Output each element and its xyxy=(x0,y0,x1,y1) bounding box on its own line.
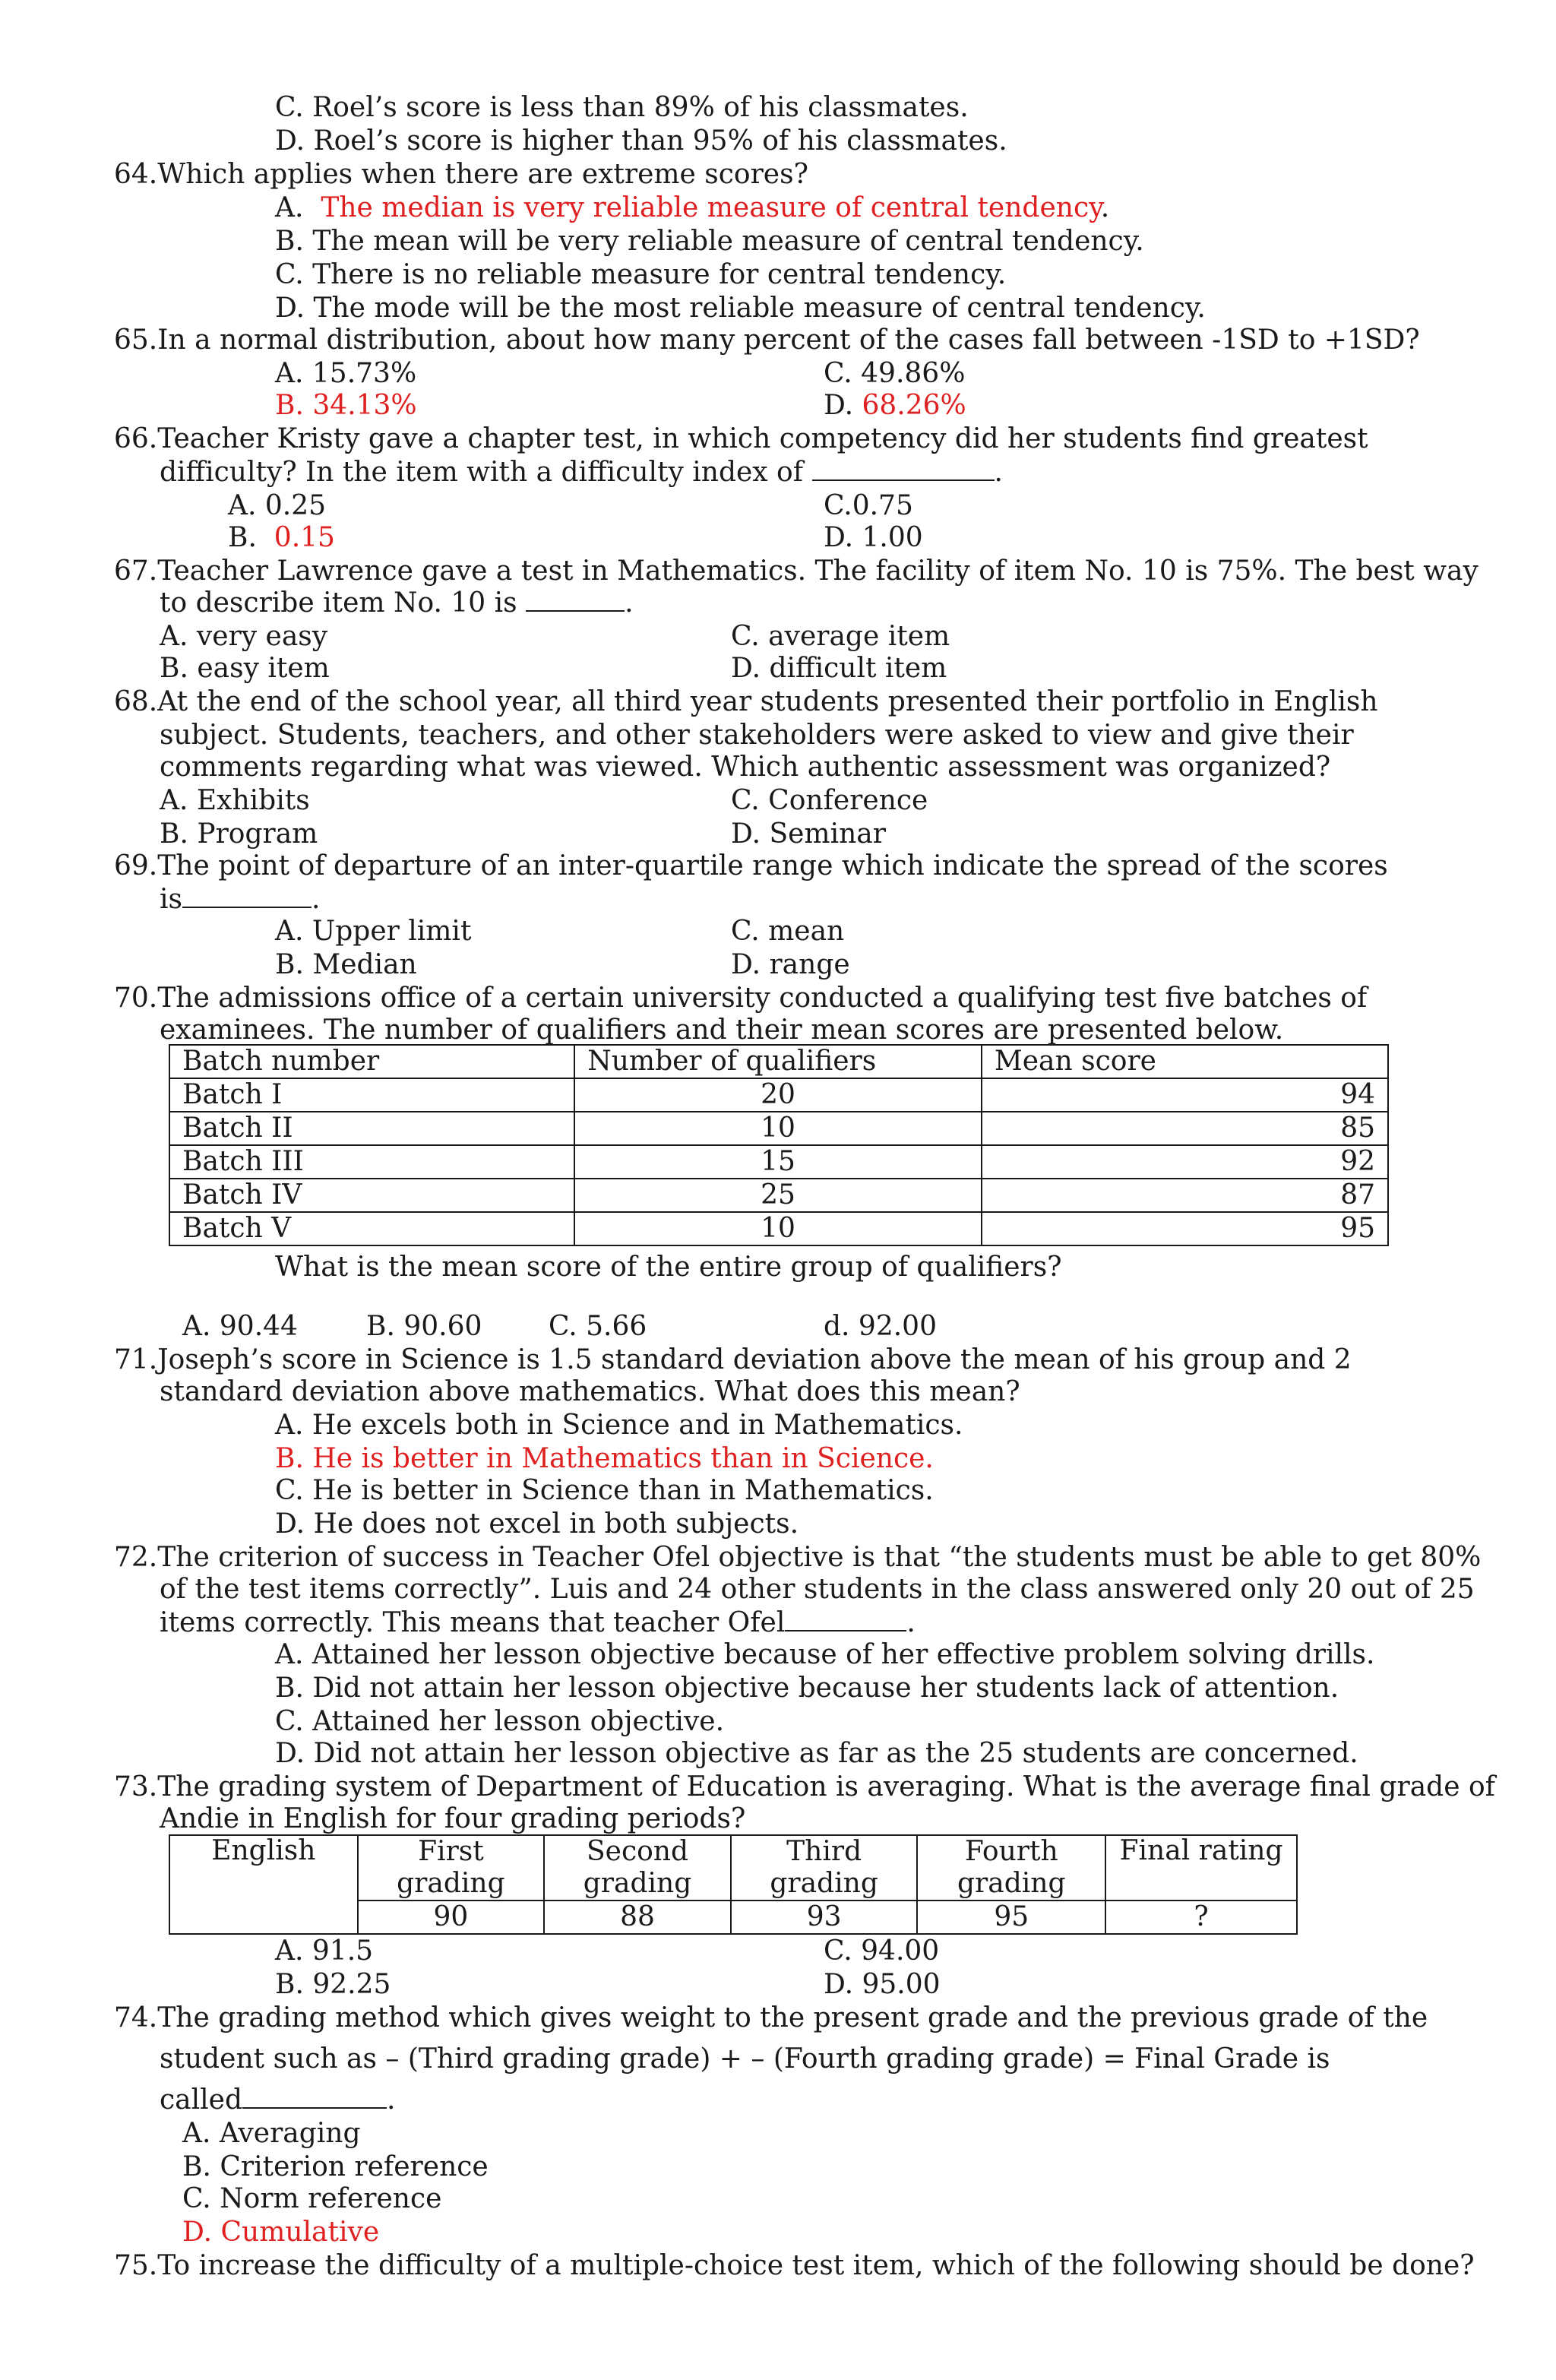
table-header: grading xyxy=(358,1868,545,1901)
punct: . xyxy=(387,2084,396,2116)
table-cell: 95 xyxy=(917,1901,1105,1934)
q72-stem-line1: 72.The criterion of success in Teacher Ofel objective is that “the students must be able to get 80% xyxy=(114,1542,1482,1573)
q68-stem-line3: comments regarding what was viewed. Which authentic assessment was organized? xyxy=(160,752,1331,783)
table-header: grading xyxy=(731,1868,918,1901)
q68-option-b: B. Program xyxy=(160,818,318,850)
q74-option-c: C. Norm reference xyxy=(182,2183,442,2214)
q68-stem-line1: 68.At the end of the school year, all third year students presented their portfolio in English xyxy=(114,686,1378,717)
q66-option-b xyxy=(228,521,335,555)
table-cell: 10 xyxy=(574,1112,982,1145)
q68-stem-line2: subject. Students, teachers, and other stakeholders were asked to view and give their xyxy=(160,720,1354,751)
q64-option-d: D. The mode will be the most reliable measure of central tendency. xyxy=(275,293,1206,324)
q74-option-d: D. Cumulative xyxy=(182,2217,380,2248)
stem-text: difficulty? In the item with a difficulty index of xyxy=(160,457,804,488)
q73-option-d: D. 95.00 xyxy=(824,1969,941,2000)
q71-stem-line2: standard deviation above mathematics. What does this mean? xyxy=(160,1376,1020,1407)
table-header-row xyxy=(169,1835,1297,1868)
answer-blank xyxy=(812,457,995,481)
table-cell: 94 xyxy=(982,1078,1388,1112)
table-header: Batch number xyxy=(169,1045,574,1078)
q73-stem-line2: Andie in English for four grading periods? xyxy=(160,1803,746,1834)
table-cell: 87 xyxy=(982,1179,1388,1212)
table-cell: 10 xyxy=(574,1212,982,1245)
table-header: grading xyxy=(917,1868,1105,1901)
table-row xyxy=(169,1078,1388,1112)
q69-option-a: A. Upper limit xyxy=(275,916,472,947)
q67-option-d: D. difficult item xyxy=(731,653,947,684)
q74-stem-line2: student such as – (Third grading grade) + – (Fourth grading grade) = Final Grade is xyxy=(160,2043,1330,2075)
table-cell: Batch V xyxy=(169,1212,574,1245)
option-letter: D. xyxy=(824,390,854,421)
answer-text: The median is very reliable measure of central tendency xyxy=(321,192,1101,223)
answer-text: 68.26% xyxy=(862,390,966,421)
q66-option-d: D. 1.00 xyxy=(824,522,923,553)
q72-option-a: A. Attained her lesson objective because of her effective problem solving drills. xyxy=(275,1639,1375,1670)
q70-option-b: B. 90.60 xyxy=(366,1311,482,1342)
table-cell: 90 xyxy=(358,1901,545,1934)
q73-stem-line1: 73.The grading system of Department of Education is averaging. What is the average final grade of xyxy=(114,1771,1495,1802)
stem-text: items correctly. This means that teacher Ofel xyxy=(160,1607,786,1638)
q63-option-d: D. Roel’s score is higher than 95% of his classmates. xyxy=(275,125,1007,157)
q68-option-d: D. Seminar xyxy=(731,818,886,850)
q64-option-b: B. The mean will be very reliable measure of central tendency. xyxy=(275,226,1144,257)
table-cell: 92 xyxy=(982,1145,1388,1179)
q67-stem-line1: 67.Teacher Lawrence gave a test in Mathematics. The facility of item No. 10 is 75%. The best way xyxy=(114,555,1479,587)
punct: . xyxy=(906,1607,916,1638)
q65-stem: 65.In a normal distribution, about how many percent of the cases fall between -1SD to +1SD? xyxy=(114,324,1420,356)
table-cell: 93 xyxy=(731,1901,918,1934)
q70-option-d: d. 92.00 xyxy=(824,1311,937,1342)
q70-stem-line1: 70.The admissions office of a certain university conducted a qualifying test five batches of xyxy=(114,983,1368,1014)
table-row xyxy=(169,1145,1388,1179)
table-cell: 85 xyxy=(982,1112,1388,1145)
answer-blank xyxy=(242,2084,387,2109)
table-row xyxy=(169,1212,1388,1245)
table-header: Second xyxy=(544,1835,731,1868)
table-header: grading xyxy=(544,1868,731,1901)
q74-option-a: A. Averaging xyxy=(182,2118,361,2149)
table-cell: Batch II xyxy=(169,1112,574,1145)
punct: . xyxy=(312,884,321,915)
stem-text: is xyxy=(160,884,182,915)
answer-blank xyxy=(526,587,625,612)
q66-stem-line2 xyxy=(160,456,1003,489)
q69-stem-line2 xyxy=(160,883,320,916)
table-cell: Batch I xyxy=(169,1078,574,1112)
q72-option-d: D. Did not attain her lesson objective as far as the 25 students are concerned. xyxy=(275,1738,1358,1769)
table-cell: Batch III xyxy=(169,1145,574,1179)
q66-stem-line1: 66.Teacher Kristy gave a chapter test, in which competency did her students find greatest xyxy=(114,423,1368,454)
table-header: Mean score xyxy=(982,1045,1388,1078)
table-cell: ? xyxy=(1105,1901,1297,1934)
stem-text: to describe item No. 10 is xyxy=(160,587,517,619)
q70-question: What is the mean score of the entire group of qualifiers? xyxy=(275,1252,1062,1283)
table-cell: 15 xyxy=(574,1145,982,1179)
q68-option-a: A. Exhibits xyxy=(160,785,310,816)
q71-option-b: B. He is better in Mathematics than in Science. xyxy=(275,1443,934,1474)
option-letter: B. xyxy=(228,522,257,553)
q72-option-b: B. Did not attain her lesson objective because her students lack of attention. xyxy=(275,1673,1339,1704)
q69-option-d: D. range xyxy=(731,949,850,980)
q69-option-c: C. mean xyxy=(731,916,845,947)
table-header: Third xyxy=(731,1835,918,1868)
table-cell: 95 xyxy=(982,1212,1388,1245)
q71-option-c: C. He is better in Science than in Mathematics. xyxy=(275,1475,934,1506)
q71-option-d: D. He does not excel in both subjects. xyxy=(275,1508,799,1540)
q73-option-a: A. 91.5 xyxy=(275,1935,374,1967)
q67-option-b: B. easy item xyxy=(160,653,330,684)
q66-option-a: A. 0.25 xyxy=(228,490,327,521)
stem-text: called xyxy=(160,2084,243,2116)
table-row xyxy=(169,1112,1388,1145)
table-header: Number of qualifiers xyxy=(574,1045,982,1078)
grades-table xyxy=(169,1834,1298,1935)
qualifiers-table xyxy=(169,1044,1389,1246)
q74-option-b: B. Criterion reference xyxy=(182,2151,489,2182)
q71-stem-line1: 71.Joseph’s score in Science is 1.5 standard deviation above the mean of his group and 2 xyxy=(114,1344,1352,1375)
q71-option-a: A. He excels both in Science and in Mathematics. xyxy=(275,1410,963,1441)
answer-blank xyxy=(785,1607,906,1632)
subject-cell: English xyxy=(169,1835,358,1934)
q70-option-c: C. 5.66 xyxy=(549,1311,647,1342)
q74-stem-line3 xyxy=(160,2084,395,2117)
q72-stem-line2: of the test items correctly”. Luis and 24 other students in the class answered only 20 out of 25 xyxy=(160,1574,1475,1605)
table-header: First xyxy=(358,1835,545,1868)
q64-option-a xyxy=(275,191,1109,225)
q67-option-c: C. average item xyxy=(731,621,950,652)
q69-stem-line1: 69.The point of departure of an inter-quartile range which indicate the spread of the scores xyxy=(114,850,1388,881)
q72-option-c: C. Attained her lesson objective. xyxy=(275,1706,725,1737)
q66-option-c: C.0.75 xyxy=(824,490,913,521)
q73-option-b: B. 92.25 xyxy=(275,1969,391,2000)
q67-option-a: A. very easy xyxy=(160,621,328,652)
table-cell: 88 xyxy=(544,1901,731,1934)
q64-stem: 64.Which applies when there are extreme scores? xyxy=(114,159,808,190)
q63-option-c: C. Roel’s score is less than 89% of his classmates. xyxy=(275,92,969,123)
punct: . xyxy=(625,587,634,619)
table-row xyxy=(169,1179,1388,1212)
q65-option-d xyxy=(824,389,966,423)
answer-blank xyxy=(182,884,312,908)
q67-stem-line2 xyxy=(160,587,634,620)
q65-option-b: B. 34.13% xyxy=(275,390,417,421)
q64-option-c: C. There is no reliable measure for central tendency. xyxy=(275,259,1007,290)
punct: . xyxy=(994,457,1003,488)
answer-text: 0.15 xyxy=(274,522,335,553)
q65-option-c: C. 49.86% xyxy=(824,358,966,389)
table-cell: Batch IV xyxy=(169,1179,574,1212)
q68-option-c: C. Conference xyxy=(731,785,928,816)
q74-stem-line1: 74.The grading method which gives weight to the present grade and the previous grade of the xyxy=(114,2002,1428,2033)
punct: . xyxy=(1100,192,1110,223)
q73-option-c: C. 94.00 xyxy=(824,1935,940,1967)
q72-stem-line3 xyxy=(160,1606,916,1640)
q70-stem-line2: examinees. The number of qualifiers and their mean scores are presented below. xyxy=(160,1014,1284,1046)
table-cell: 25 xyxy=(574,1179,982,1212)
q69-option-b: B. Median xyxy=(275,949,417,980)
table-header-row xyxy=(169,1045,1388,1078)
table-cell: 20 xyxy=(574,1078,982,1112)
table-header: Fourth xyxy=(917,1835,1105,1868)
q65-option-a: A. 15.73% xyxy=(275,358,417,389)
q70-option-a: A. 90.44 xyxy=(182,1311,298,1342)
q75-stem: 75.To increase the difficulty of a multiple-choice test item, which of the following should be done? xyxy=(114,2250,1475,2281)
option-letter: A. xyxy=(275,192,304,223)
table-header: Final rating xyxy=(1105,1835,1297,1901)
